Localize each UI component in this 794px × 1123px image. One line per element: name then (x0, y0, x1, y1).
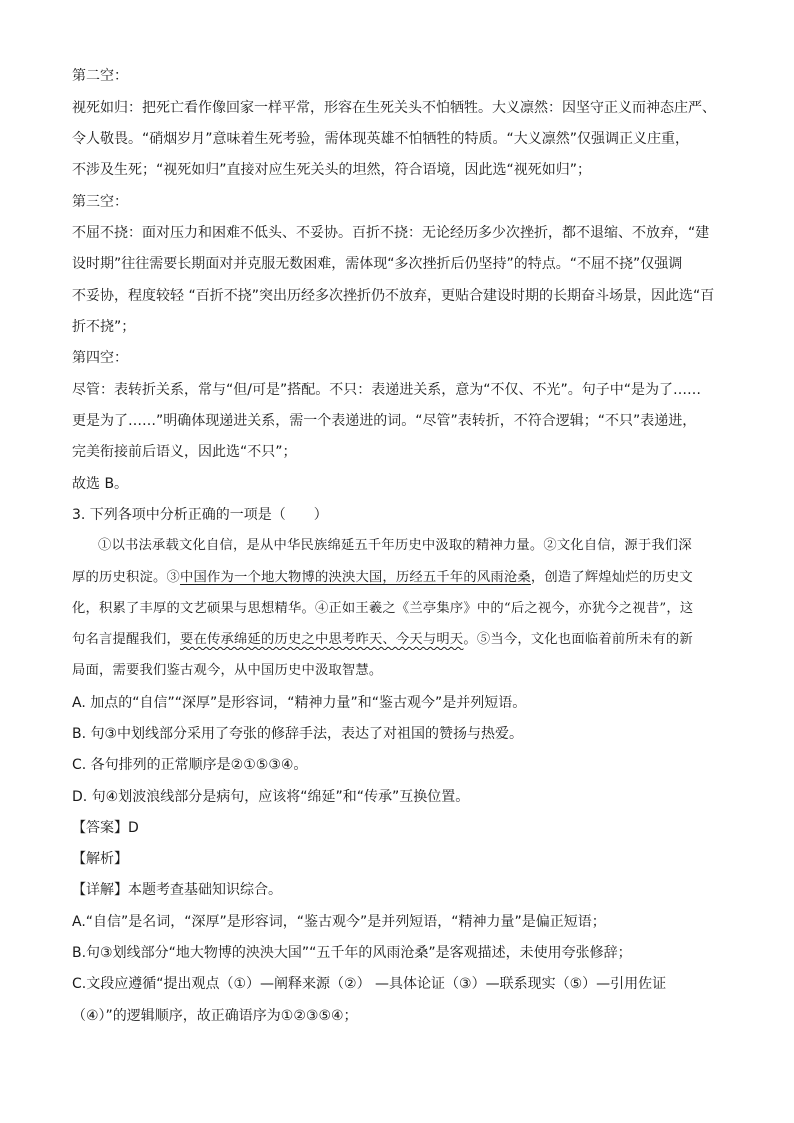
text-line: 不涉及生死；“视死如归”直接对应生死关头的坦然，符合语境，因此选“视死如归”； (72, 162, 592, 178)
text-line: 令人敬畏。“硝烟岁月”意味着生死考验，需体现英雄不怕牺牲的特质。“大义凛然”仅强调正义庄重， (72, 131, 690, 147)
passage-line: 化，积累了丰厚的文艺硕果与思想精华。④正如王羲之《兰亭集序》中的“后之视今，亦犹今之视昔”，这 (72, 601, 694, 616)
text-line: 完美衔接前后语义，因此选“不只”； (72, 444, 297, 460)
passage-line: ①以书法承载文化自信，是从中华民族绵延五千年历史中汲取的精神力量。②文化自信，源于我们深 (98, 538, 692, 553)
text-line: 视死如归：把死亡看作像回家一样平常，形容在生死关头不怕牺牲。大义凛然：因坚守正义而神态庄严、 (72, 100, 716, 116)
explanation-c: C.文段应遵循“提出观点（①）—阐释来源（②） —具体论证（③）—联系现实（⑤）—引用佐证 (72, 976, 667, 992)
text-line: 不妥协，程度较轻 “百折不挠”突出历经多次挫折仍不放弃，更贴合建设时期的长期奋斗场景，因此选“百 (72, 288, 715, 304)
text-line: 更是为了……”明确体现递进关系，需一个表递进的词。“尽管”表转折，不符合逻辑；“不只”表递进， (72, 413, 697, 429)
text-line: 折不挠”； (72, 319, 136, 335)
passage-line: 局面，需要我们鉴古观今，从中国历史中汲取智慧。 (72, 663, 383, 678)
option-c: C. 各句排列的正常顺序是②①⑤③④。 (72, 757, 308, 773)
option-a: A. 加点的“自信”“深厚”是形容词，“精神力量”和“鉴古观今”是并列短语。 (72, 695, 527, 711)
wavy-underlined-phrase: 要在传承绵延的历史之中思考昨天、今天与明天 (179, 632, 464, 647)
option-b: B. 句③中划线部分采用了夸张的修辞手法，表达了对祖国的赞扬与热爱。 (72, 726, 524, 742)
detail-line: 【详解】本题考查基础知识综合。 (72, 882, 282, 898)
text-line: 不屈不挠：面对压力和困难不低头、不妥协。百折不挠：无论经历多少次挫折，都不退缩、不放弃，“建 (72, 225, 710, 241)
explanation-b: B.句③划线部分“地大物博的泱泱大国”“五千年的风雨沧桑”是客观描述，未使用夸张修辞； (72, 945, 632, 961)
underlined-phrase: 中国作为一个地大物博的泱泱大国，历经五千年的风雨沧桑 (179, 570, 531, 585)
text-line: 第三空： (72, 194, 128, 210)
text-line: 第二空： (72, 68, 128, 84)
text-line: 尽管：表转折关系，常与“但/可是”搭配。不只：表递进关系，意为“不仅、不光”。句子中“是为了…… (72, 382, 701, 398)
text-line: 第四空： (72, 350, 128, 366)
explanation-a: A.“自信”是名词，“深厚”是形容词，“鉴古观今”是并列短语，“精神力量”是偏正短语； (72, 914, 606, 930)
analysis-label: 【解析】 (72, 851, 128, 867)
passage-line: 句名言提醒我们，要在传承绵延的历史之中思考昨天、今天与明天。⑤当今，文化也面临着前所未有的新 (72, 632, 693, 647)
explanation-c-cont: （④）”的逻辑顺序，故正确语序为①②③⑤④； (72, 1008, 358, 1024)
option-d: D. 句④划波浪线部分是病句，应该将“绵延”和“传承”互换位置。 (72, 789, 470, 805)
answer-label: 【答案】D (72, 820, 139, 836)
text-line: 设时期”往往需要长期面对并克服无数困难，需体现“多次挫折后仍坚持”的特点。“不屈不挠”仅强调 (72, 256, 683, 272)
text-line: 故选 B。 (72, 476, 129, 492)
question-title: 3. 下列各项中分析正确的一项是（ ） (72, 507, 328, 523)
passage-line: 厚的历史积淀。③中国作为一个地大物博的泱泱大国，历经五千年的风雨沧桑，创造了辉煌灿烂的历史文 (72, 570, 693, 585)
